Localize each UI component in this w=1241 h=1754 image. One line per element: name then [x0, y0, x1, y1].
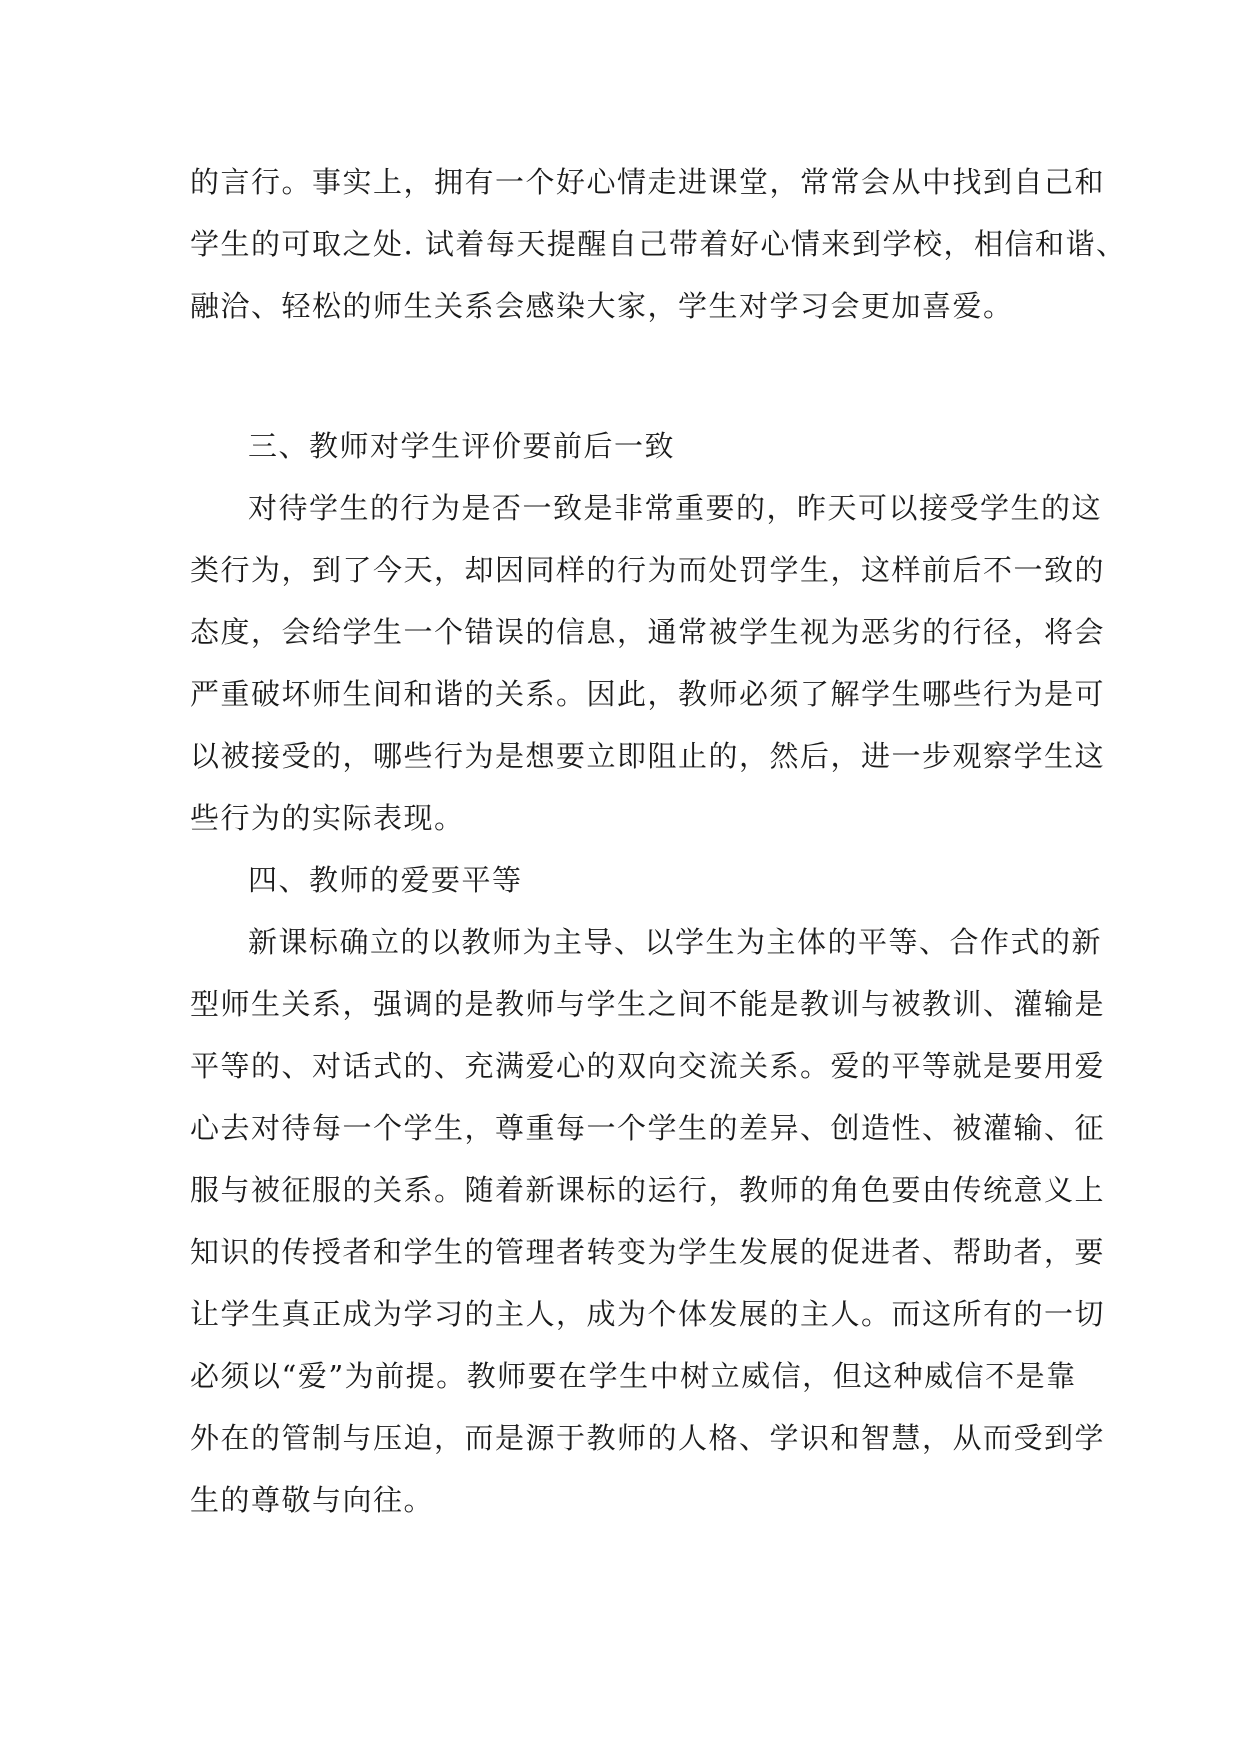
paragraph-3-line-2: 类行为，到了今天，却因同样的行为而处罚学生，这样前后不一致的 [190, 553, 1106, 587]
paragraph-3-line-4: 严重破坏师生间和谐的关系。因此，教师必须了解学生哪些行为是可 [190, 677, 1106, 711]
paragraph-4-line-8: 必须以“爱”为前提。教师要在学生中树立威信，但这种威信不是靠 [190, 1359, 1077, 1393]
paragraph-4-line-3: 平等的、对话式的、充满爱心的双向交流关系。爱的平等就是要用爱 [190, 1049, 1106, 1083]
section-heading-3: 三、教师对学生评价要前后一致 [248, 429, 676, 463]
paragraph-3-line-6: 些行为的实际表现。 [190, 801, 465, 835]
paragraph-4-line-9: 外在的管制与压迫，而是源于教师的人格、学识和智慧，从而受到学 [190, 1421, 1106, 1455]
paragraph-3-line-5: 以被接受的，哪些行为是想要立即阻止的，然后，进一步观察学生这 [190, 739, 1106, 773]
paragraph-1-line-2: 学生的可取之处. 试着每天提醒自己带着好心情来到学校，相信和谐、 [190, 227, 1127, 261]
paragraph-1-line-1: 的言行。事实上，拥有一个好心情走进课堂，常常会从中找到自己和 [190, 165, 1106, 199]
paragraph-4-line-1: 新课标确立的以教师为主导、以学生为主体的平等、合作式的新 [248, 925, 1103, 959]
paragraph-4-line-4: 心去对待每一个学生，尊重每一个学生的差异、创造性、被灌输、征 [190, 1111, 1106, 1145]
paragraph-4-line-10: 生的尊敬与向往。 [190, 1483, 435, 1517]
paragraph-3-line-3: 态度，会给学生一个错误的信息，通常被学生视为恶劣的行径，将会 [190, 615, 1106, 649]
paragraph-1-line-3: 融洽、轻松的师生关系会感染大家，学生对学习会更加喜爱。 [190, 289, 1014, 323]
paragraph-4-line-2: 型师生关系，强调的是教师与学生之间不能是教训与被教训、灌输是 [190, 987, 1106, 1021]
section-heading-4: 四、教师的爱要平等 [248, 863, 523, 897]
paragraph-4-line-5: 服与被征服的关系。随着新课标的运行，教师的角色要由传统意义上 [190, 1173, 1106, 1207]
paragraph-4-line-7: 让学生真正成为学习的主人，成为个体发展的主人。而这所有的一切 [190, 1297, 1106, 1331]
paragraph-4-line-6: 知识的传授者和学生的管理者转变为学生发展的促进者、帮助者，要 [190, 1235, 1106, 1269]
paragraph-3-line-1: 对待学生的行为是否一致是非常重要的，昨天可以接受学生的这 [248, 491, 1103, 525]
